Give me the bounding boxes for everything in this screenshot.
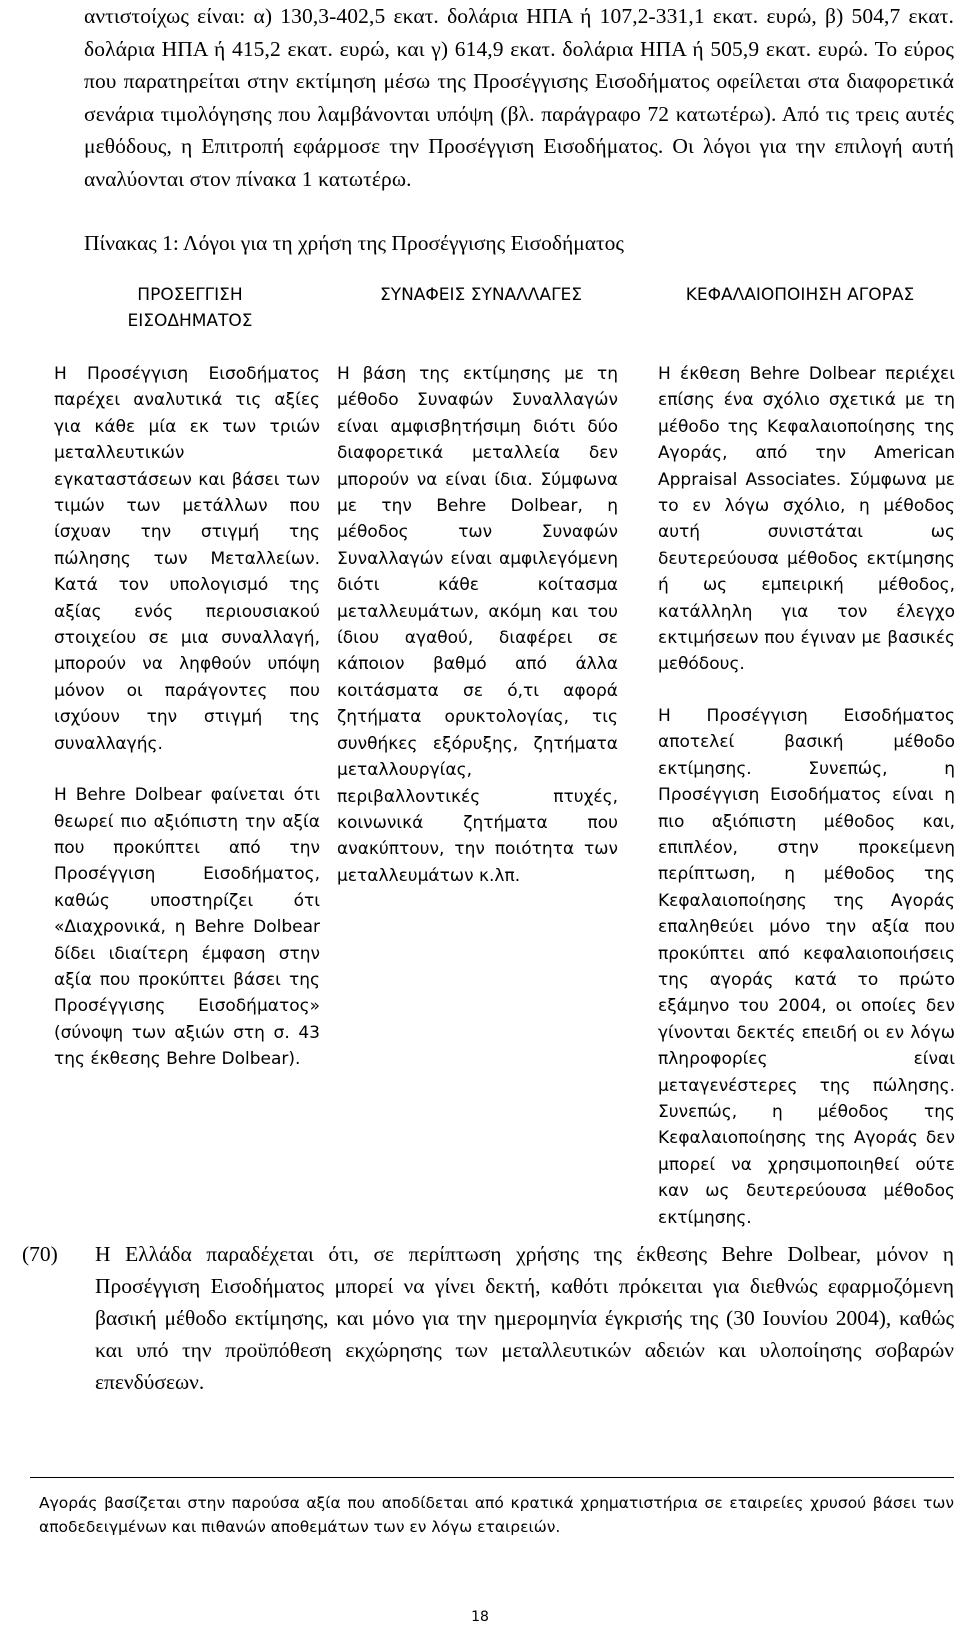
column-header-comparable-transactions: ΣΥΝΑΦΕΙΣ ΣΥΝΑΛΛΑΓΕΣ xyxy=(379,285,583,305)
table-caption: Πίνακας 1: Λόγοι για τη χρήση της Προσέγγισης Εισοδήματος xyxy=(84,231,624,255)
column-income-approach xyxy=(54,361,320,1098)
footnote-divider xyxy=(30,1477,954,1478)
table-cell-text: Η Προσέγγιση Εισοδήματος παρέχει αναλυτικά τις αξίες για κάθε μία εκ των τριών μεταλλευτικών εγκαταστάσεων και βάσει των τιμών των μετάλλων που ίσχυαν την στιγμή της πώλησης των Μεταλλείων. Κατά τον υπολογισμό της αξίας ενός περιουσιακού στοιχείου σε μια συναλλαγή, μπορούν να ληφθούν υπόψη μόνον οι παράγοντες που ισχύουν την στιγμή της συναλλαγής. xyxy=(54,364,320,754)
footnote: Αγοράς βασίζεται στην παρούσα αξία που αποδίδεται από κρατικά χρηματιστήρια σε εταιρείες χρυσού βάσει των αποδεδειγμένων και πιθανών αποθεμάτων των εν λόγω εταιρειών. xyxy=(39,1494,954,1536)
table-cell-text: Η έκθεση Behre Dolbear περιέχει επίσης ένα σχόλιο σχετικά με τη μέθοδο της Κεφαλαιοποίησης της Αγοράς, από την American Appraisal Associates. Σύμφωνα με το εν λόγω σχόλιο, η μέθοδος αυτή συνιστάται ως δευτερεύουσα μέθοδος εκτίμησης ή ως εμπειρική μέθοδος, κατάλληλη για τον έλεγχο εκτιμήσεων που έγιναν με βασικές μεθόδους. xyxy=(658,364,955,675)
table-cell-text: Η Behre Dolbear φαίνεται ότι θεωρεί πιο αξιόπιστη την αξία που προκύπτει από την Προσέγγιση Εισοδήματος, καθώς υποστηρίζει ότι «Διαχρονικά, η Behre Dolbear δίδει ιδιαίτερη έμφαση στην αξία που προκύπτει βάσει της Προσέγγισης Εισοδήματος» (σύνοψη των αξιών στη σ. 43 της έκθεσης Behre Dolbear). xyxy=(54,785,320,1070)
intro-paragraph: αντιστοίχως είναι: α) 130,3-402,5 εκατ. δολάρια ΗΠΑ ή 107,2-331,1 εκατ. ευρώ, β) 504,7 εκατ. δολάρια ΗΠΑ ή 415,2 εκατ. ευρώ, και γ) 614,9 εκατ. δολάρια ΗΠΑ ή 505,9 εκατ. ευρώ. Το εύρος που παρατηρείται στην εκτίμηση μέσω της Προσέγγισης Εισοδήματος οφείλεται στα διαφορετικά σενάρια τιμολόγησης που λαμβάνονται υπόψη (βλ. παράγραφο 72 κατωτέρω). Από τις τρεις αυτές μεθόδους, η Επιτροπή εφάρμοσε την Προσέγγιση Εισοδήματος. Οι λόγοι για την επιλογή αυτή αναλύονται στον πίνακα 1 κατωτέρω. xyxy=(84,4,954,191)
paragraph-number: (70) xyxy=(22,1242,58,1266)
column-header-income-approach: ΠΡΟΣΕΓΓΙΣΗ ΕΙΣΟΔΗΜΑΤΟΣ xyxy=(127,285,253,331)
column-market-capitalization xyxy=(658,361,955,1256)
table-cell-text: Η Προσέγγιση Εισοδήματος αποτελεί βασική μέθοδο εκτίμησης. Συνεπώς, η Προσέγγιση Εισοδήματος είναι η πιο αξιόπιστη μέθοδος και, επιπλέον, στην προκείμενη περίπτωση, η μέθοδος της Κεφαλαιοποίησης της Αγοράς επαληθεύει μόνο την αξία που προκύπτει από κεφαλαιοποιήσεις της αγοράς κατά το πρώτο εξάμηνο του 2004, οι οποίες δεν γίνονται δεκτές επειδή οι εν λόγω πληροφορίες είναι μεταγενέστερες της πώλησης. Συνεπώς, η μέθοδος της Κεφαλαιοποίησης της Αγοράς δεν μπορεί να χρησιμοποιηθεί ούτε καν ως δευτερεύουσα μέθοδος εκτίμησης. xyxy=(658,705,955,1228)
page-number: 18 xyxy=(471,1609,489,1625)
paragraph-text: Η Ελλάδα παραδέχεται ότι, σε περίπτωση χρήσης της έκθεσης Behre Dolbear, μόνον η Προσέγγιση Εισοδήματος μπορεί να γίνει δεκτή, καθότι πρόκειται για διεθνώς εφαρμοζόμενη βασική μέθοδο εκτίμησης, και μόνο για την ημερομηνία έγκρισής της (30 Ιουνίου 2004), καθώς και υπό την προϋπόθεση εκχώρησης των μεταλλευτικών αδειών και υλοποίησης σοβαρών επενδύσεων. xyxy=(95,1242,954,1394)
column-comparable-transactions xyxy=(337,361,618,914)
paragraph-70 xyxy=(22,1238,954,1398)
table-cell-text: Η βάση της εκτίμησης με τη μέθοδο Συναφών Συναλλαγών είναι αμφισβητήσιμη διότι δύο διαφορετικά μεταλλεία δεν μπορούν να είναι ίδια. Σύμφωνα με την Behre Dolbear, η μέθοδος των Συναφών Συναλλαγών είναι αμφιλεγόμενη διότι κάθε κοίτασμα μεταλλευμάτων, ακόμη και του ίδιου αγαθού, διαφέρει σε κάποιον βαθμό από άλλα κοιτάσματα σε ό,τι αφορά ζητήματα ορυκτολογίας, τις συνθήκες εξόρυξης, ζητήματα μεταλλουργίας, περιβαλλοντικές πτυχές, κοινωνικά ζητήματα που ανακύπτουν, την ποιότητα των μεταλλευμάτων κ.λπ. xyxy=(337,364,618,886)
column-header-market-capitalization: ΚΕΦΑΛΑΙΟΠΟΙΗΣΗ ΑΓΟΡΑΣ xyxy=(685,285,915,305)
